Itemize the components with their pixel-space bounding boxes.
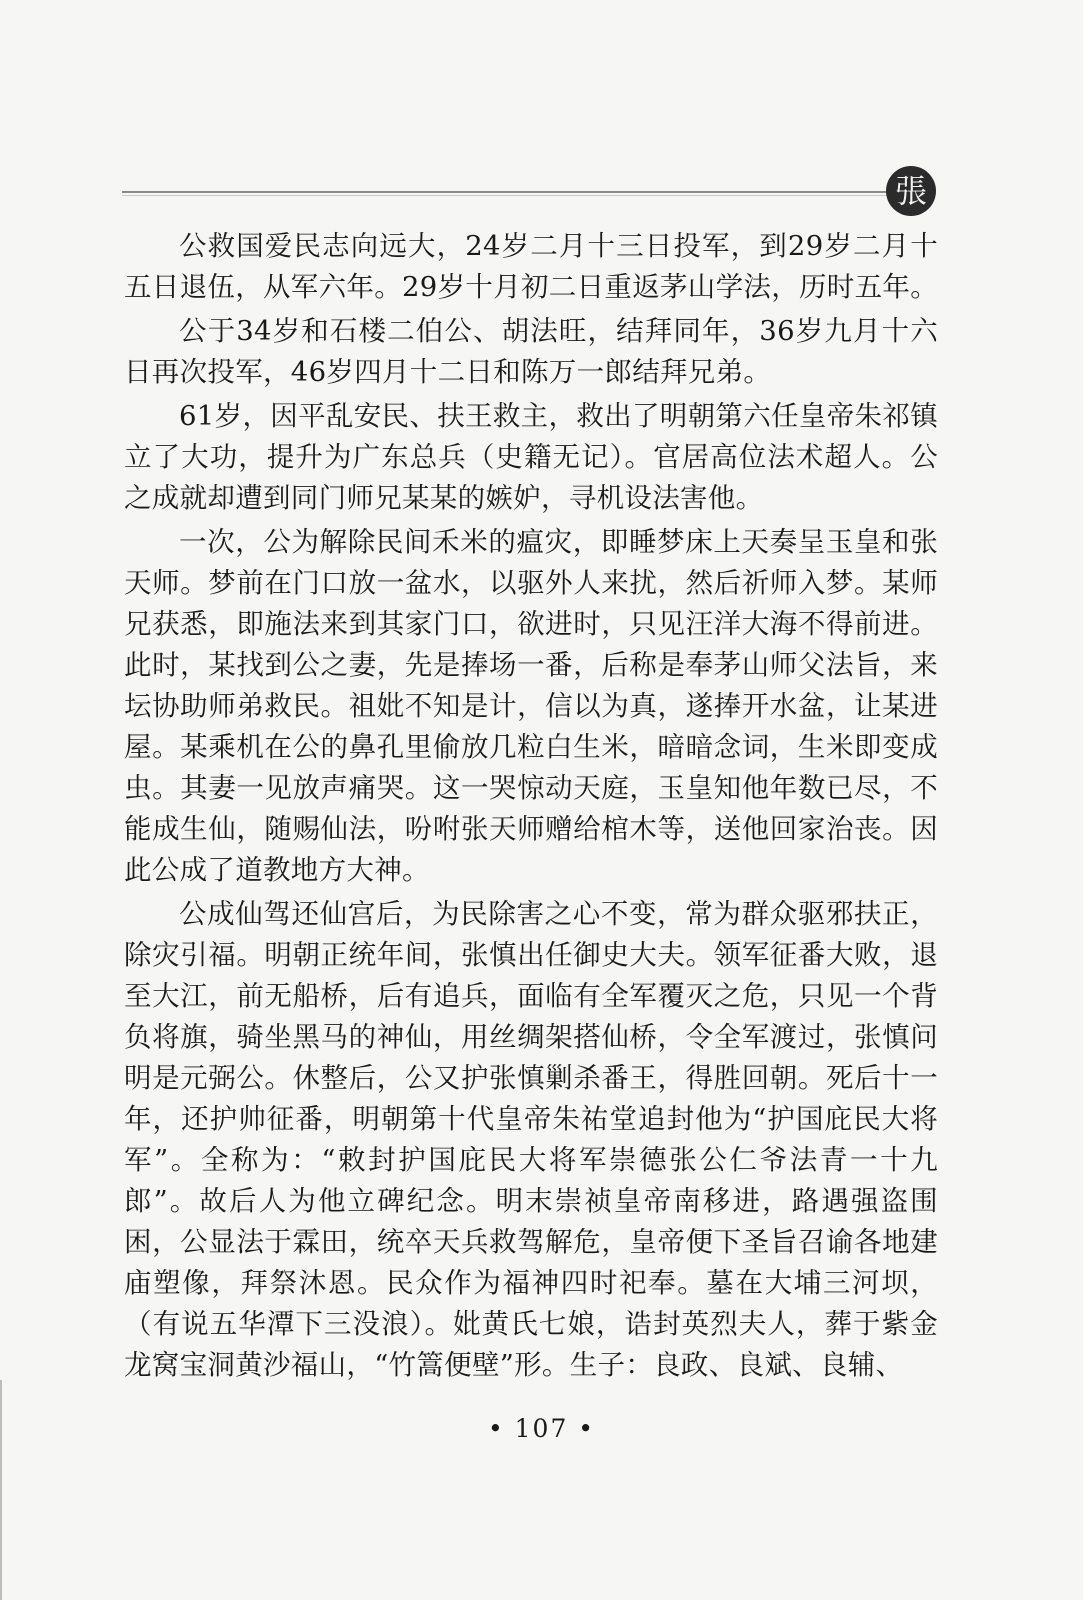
paragraph-2: 公于34岁和石楼二伯公、胡法旺，结拜同年，36岁九月十六日再次投军，46岁四月十二日和陈万一郎结拜兄弟。 — [124, 315, 938, 388]
header-rule — [122, 191, 900, 193]
header-rule-shadow — [122, 195, 900, 196]
paragraph-5: 公成仙驾还仙宫后，为民除害之心不变，常为群众驱邪扶正，除灾引福。明朝正统年间，张慎出任御史大夫。领军征番大败，退至大江，前无船桥，后有追兵，面临有全军覆灭之危，只见一个背负将旗，骑坐黑马的神仙，用丝绸架搭仙桥，令全军渡过，张慎问明是元弼公。休整后，公又护张慎剿杀番王，得胜回朝。死后十一年，还护帅征番，明朝第十代皇帝朱祐堂追封他为“护国庇民大将军”。全称为：“敕封护国庇民大将军崇德张公仁爷法青一十九郎”。故后人为他立碑纪念。明末崇祯皇帝南移进，路遇强盗围困，公显法于霖田，统卒天兵救驾解危，皇帝便下圣旨召谕各地建庙塑像，拜祭沐恩。民众作为福神四时祀奉。墓在大埔三河坝，（有说五华潭下三没浪）。妣黄氏七娘，诰封英烈夫人，葬于紫金龙窝宝洞黄沙福山，“竹篙便壁”形。生子：良政、良斌、良辅、 — [124, 898, 938, 1381]
body-text — [124, 226, 938, 1389]
paragraph-3: 61岁，因平乱安民、扶王救主，救出了明朝第六任皇帝朱祁镇立了大功，提升为广东总兵（史籍无记）。官居高位法术超人。公之成就却遭到同门师兄某某的嫉妒，寻机设法害他。 — [124, 400, 938, 514]
scan-edge-mark — [0, 1380, 2, 1600]
paragraph-4: 一次，公为解除民间禾米的瘟灾，即睡梦床上天奏呈玉皇和张天师。梦前在门口放一盆水，以驱外人来扰，然后祈师入梦。某师兄获悉，即施法来到其家门口，欲进时，只见汪洋大海不得前进。此时，某找到公之妻，先是捧场一番，后称是奉茅山师父法旨，来坛协助师弟救民。祖妣不知是计，信以为真，遂捧开水盆，让某进屋。某乘机在公的鼻孔里偷放几粒白生米，暗暗念词，生米即变成虫。其妻一见放声痛哭。这一哭惊动天庭，玉皇知他年数已尽，不能成生仙，随赐仙法，吩咐张天师赠给棺木等，送他回家治丧。因此公成了道教地方大神。 — [124, 526, 938, 886]
page-number: • 107 • — [487, 1414, 596, 1443]
seal-character: 張 — [894, 172, 927, 210]
paragraph-1: 公救国爱民志向远大，24岁二月十三日投军，到29岁二月十五日退伍，从军六年。29岁十月初二日重返茅山学法，历时五年。 — [124, 230, 938, 303]
surname-seal — [886, 166, 936, 216]
